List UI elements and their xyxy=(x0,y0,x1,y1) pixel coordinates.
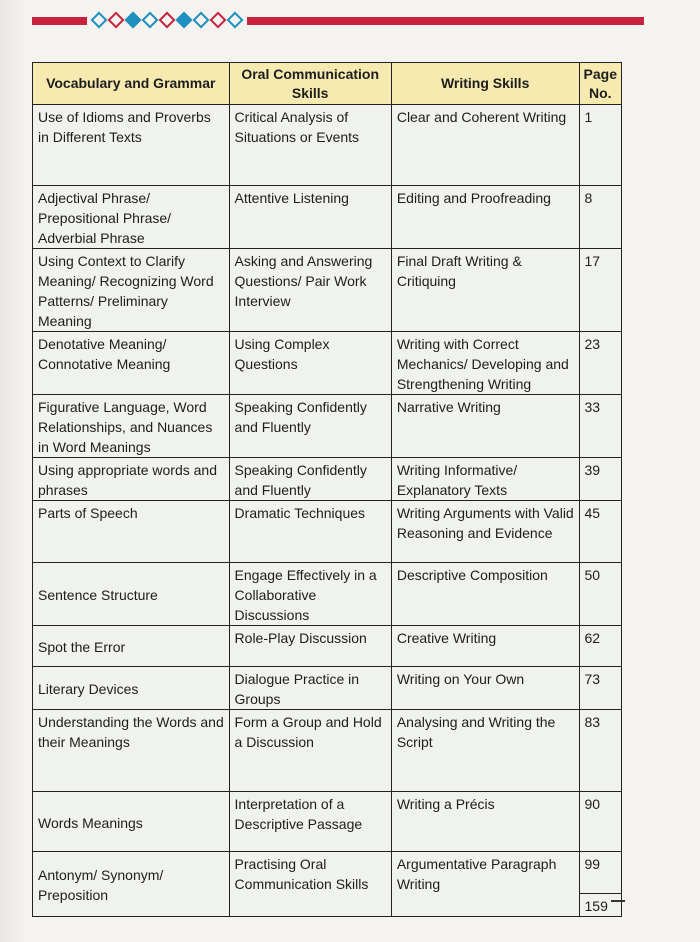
vocab-cell: Words Meanings xyxy=(33,792,230,852)
writing-cell: Final Draft Writing & Critiquing xyxy=(391,249,579,332)
table-row xyxy=(33,710,622,792)
diamond-icon xyxy=(125,12,142,29)
oral-cell: Practising Oral Communication Skills xyxy=(229,852,391,917)
page-cell: 33 xyxy=(579,395,622,458)
table-row xyxy=(33,852,622,894)
decorative-top-band xyxy=(32,10,644,30)
writing-cell: Creative Writing xyxy=(391,626,579,667)
table-header-row xyxy=(33,63,622,105)
page-cell: 17 xyxy=(579,249,622,332)
oral-cell: Using Complex Questions xyxy=(229,332,391,395)
diamond-icon xyxy=(91,12,108,29)
oral-cell: Attentive Listening xyxy=(229,186,391,249)
diamond-icon xyxy=(193,12,210,29)
table-row xyxy=(33,667,622,710)
oral-cell: Speaking Confidently and Fluently xyxy=(229,395,391,458)
diamond-icon xyxy=(227,12,244,29)
oral-cell: Asking and Answering Questions/ Pair Work Interview xyxy=(229,249,391,332)
vocab-cell: Using appropriate words and phrases xyxy=(33,458,230,501)
page-cell: 8 xyxy=(579,186,622,249)
vocab-cell: Using Context to Clarify Meaning/ Recognizing Word Patterns/ Preliminary Meaning xyxy=(33,249,230,332)
oral-cell: Critical Analysis of Situations or Events xyxy=(229,105,391,186)
page-cell: 23 xyxy=(579,332,622,395)
table-row xyxy=(33,563,622,626)
diamond-icon xyxy=(159,12,176,29)
page-cell: 62 xyxy=(579,626,622,667)
table-row xyxy=(33,186,622,249)
vocab-cell: Literary Devices xyxy=(33,667,230,710)
page-cell: 83 xyxy=(579,710,622,792)
vocab-cell: Use of Idioms and Proverbs in Different Texts xyxy=(33,105,230,186)
contents-table xyxy=(32,62,622,917)
oral-cell: Dramatic Techniques xyxy=(229,501,391,563)
table-row xyxy=(33,395,622,458)
vocab-cell: Denotative Meaning/ Connotative Meaning xyxy=(33,332,230,395)
vocab-cell: Parts of Speech xyxy=(33,501,230,563)
vocab-cell: Spot the Error xyxy=(33,626,230,667)
table-row xyxy=(33,249,622,332)
oral-cell: Speaking Confidently and Fluently xyxy=(229,458,391,501)
vocab-cell: Adjectival Phrase/ Prepositional Phrase/ Adverbial Phrase xyxy=(33,186,230,249)
vocab-cell: Figurative Language, Word Relationships, and Nuances in Word Meanings xyxy=(33,395,230,458)
page-cell: 45 xyxy=(579,501,622,563)
diamond-icon xyxy=(108,12,125,29)
vocab-cell: Understanding the Words and their Meanings xyxy=(33,710,230,792)
writing-cell: Writing a Précis xyxy=(391,792,579,852)
table-row xyxy=(33,792,622,852)
page-cell: 39 xyxy=(579,458,622,501)
table-row xyxy=(33,105,622,186)
writing-cell: Writing Arguments with Valid Reasoning and Evidence xyxy=(391,501,579,563)
vocab-cell: Sentence Structure xyxy=(33,563,230,626)
writing-cell: Writing on Your Own xyxy=(391,667,579,710)
oral-cell: Interpretation of a Descriptive Passage xyxy=(229,792,391,852)
page-cell: 99 xyxy=(579,852,622,894)
page-edge xyxy=(0,0,28,942)
writing-cell: Clear and Coherent Writing xyxy=(391,105,579,186)
header-vocabulary: Vocabulary and Grammar xyxy=(33,63,230,105)
last-page-cell: 159 xyxy=(579,894,622,917)
header-oral-communication: Oral Communication Skills xyxy=(229,63,391,105)
table-row xyxy=(33,332,622,395)
header-writing-skills: Writing Skills xyxy=(391,63,579,105)
diamond-icon xyxy=(210,12,227,29)
writing-cell: Writing Informative/ Explanatory Texts xyxy=(391,458,579,501)
vocab-cell: Antonym/ Synonym/ Preposition xyxy=(33,852,230,917)
page-cell: 1 xyxy=(579,105,622,186)
page-cell: 90 xyxy=(579,792,622,852)
header-page-no: Page No. xyxy=(579,63,622,105)
page-cell: 50 xyxy=(579,563,622,626)
bottom-dash xyxy=(611,900,625,902)
diamond-icon xyxy=(142,12,159,29)
oral-cell: Form a Group and Hold a Discussion xyxy=(229,710,391,792)
writing-cell: Argumentative Paragraph Writing xyxy=(391,852,579,917)
table-row xyxy=(33,501,622,563)
diamond-pattern xyxy=(87,10,247,30)
writing-cell: Descriptive Composition xyxy=(391,563,579,626)
oral-cell: Dialogue Practice in Groups xyxy=(229,667,391,710)
writing-cell: Analysing and Writing the Script xyxy=(391,710,579,792)
oral-cell: Engage Effectively in a Collaborative Discussions xyxy=(229,563,391,626)
page-cell: 73 xyxy=(579,667,622,710)
writing-cell: Editing and Proofreading xyxy=(391,186,579,249)
oral-cell: Role-Play Discussion xyxy=(229,626,391,667)
table-row xyxy=(33,458,622,501)
writing-cell: Writing with Correct Mechanics/ Developing and Strengthening Writing xyxy=(391,332,579,395)
diamond-icon xyxy=(176,12,193,29)
writing-cell: Narrative Writing xyxy=(391,395,579,458)
table-row xyxy=(33,626,622,667)
